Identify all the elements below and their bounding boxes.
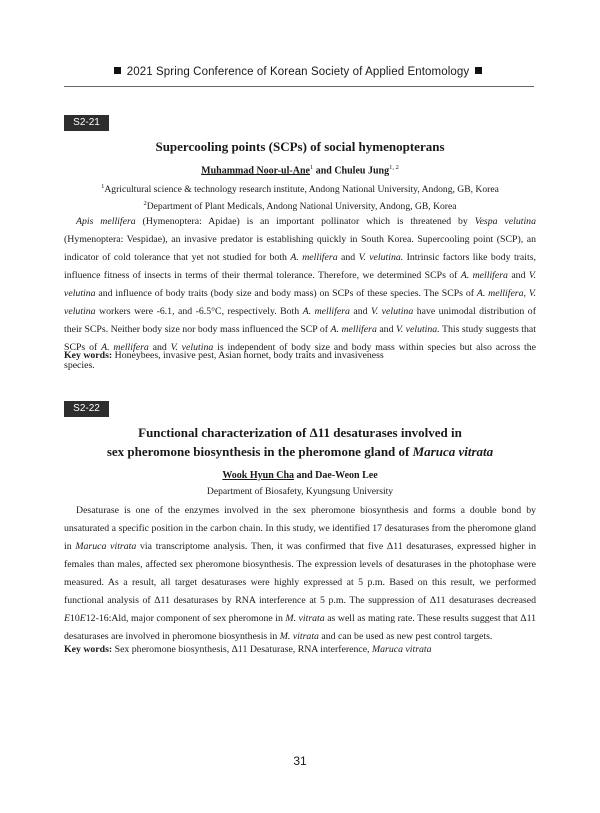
abstract-code-badge: S2-22 bbox=[64, 401, 109, 417]
affiliations bbox=[64, 180, 536, 214]
conference-header bbox=[62, 66, 534, 78]
header-rule bbox=[64, 86, 534, 87]
abstract-title: Supercooling points (SCPs) of social hymenopterans bbox=[155, 139, 445, 154]
coauthors: and Chuleu Jung bbox=[315, 165, 390, 177]
abstract-title: Functional characterization of Δ11 desaturases involved in sex pheromone biosynthesis in the pheromone gland of Maruca vitrata bbox=[106, 425, 494, 459]
keywords-label: Key words: bbox=[64, 644, 113, 655]
abstract-body: Desaturase is one of the enzymes involved in the sex pheromone biosynthesis and forms a double bond by unsaturated a specific position in the carbon chain. In this study, we identified 17 desaturases from the pheromone gland in Maruca vitrata via transcriptome analysis. Then, it was confirmed that five Δ11 desaturases, expressed higher in females than males, affected sex pheromone biosynthesis. The expression levels of desaturases in the photophase were measured. As a result, all target desaturases were highly expressed at 5 p.m. Based on this result, we performed functional analysis of Δ11 desaturases by RNA interference at 5 p.m. The suppression of Δ11 desaturases decreased E10E12-16:Ald, major component of sex pheromone in M. vitrata as well as mating rate. These results suggest that Δ11 desaturases are involved in pheromone biosynthesis in M. vitrata and can be used as new pest control targets. bbox=[64, 505, 537, 642]
square-bullet-icon bbox=[114, 67, 121, 74]
author-line bbox=[64, 470, 536, 481]
keywords-text: Honeybees, invasive pest, Asian hornet, body traits and invasiveness bbox=[114, 350, 384, 361]
page-number: 31 bbox=[293, 754, 307, 768]
presenting-author: Wook Hyun Cha bbox=[222, 470, 295, 481]
affiliation: $^1$Agricultural science & technology research institute, Andong National University, Andong, GB, Korea bbox=[101, 183, 499, 196]
keywords: Key words: Sex pheromone biosynthesis, Δ11 Desaturase, RNA interference, Maruca vitrata bbox=[64, 644, 432, 655]
square-bullet-icon bbox=[475, 67, 482, 74]
affiliation: $^2$Department of Plant Medicals, Andong National University, Andong, GB, Korea bbox=[143, 200, 457, 213]
abstract-code-badge: S2-21 bbox=[64, 115, 109, 131]
affiliation: Department of Biosafety, Kyungsung University bbox=[206, 486, 394, 497]
abstract-body: Apis mellifera (Hymenoptera: Apidae) is an important pollinator which is threatened by Vespa velutina (Hymenoptera: Vespidae), an invasive predator is establishing quickly in South Korea. Supercooling point (SCP), an indicator of cold tolerance that yet not studied for both A. mellifera and V. velutina. Intrinsic factors like body traits, influence fitness of insects in terms of their thermal tolerance. Therefore, we determined SCPs of A. mellifera and V. velutina and influence of body traits (body size and body mass) on SCPs of these species. The SCPs of A. mellifera, V. velutina workers were -6.1, and -6.5°C, respectively. Both A. mellifera and V. velutina have unimodal distribution of their SCPs. Neither body size nor body mass influenced the SCP of A. mellifera and V. velutina. This study suggests that SCPs of A. mellifera and V. velutina is independent of body size and body mass within species but also across the species. bbox=[64, 216, 537, 371]
keywords-text: Sex pheromone biosynthesis, Δ11 Desaturase, RNA interference, bbox=[114, 644, 372, 655]
author-line: Muhammad Noor-ul-Ane$^1$ and Chuleu Jung$^{1, 2}$ bbox=[201, 164, 399, 177]
coauthors: and Dae-Weon Lee bbox=[296, 470, 378, 481]
keywords-label: Key words: bbox=[64, 350, 113, 361]
keywords bbox=[64, 349, 536, 363]
affiliations bbox=[64, 485, 536, 499]
presenting-author: Muhammad Noor-ul-Ane bbox=[201, 165, 310, 177]
conference-title: 2021 Spring Conference of Korean Society of Applied Entomology bbox=[126, 66, 470, 78]
